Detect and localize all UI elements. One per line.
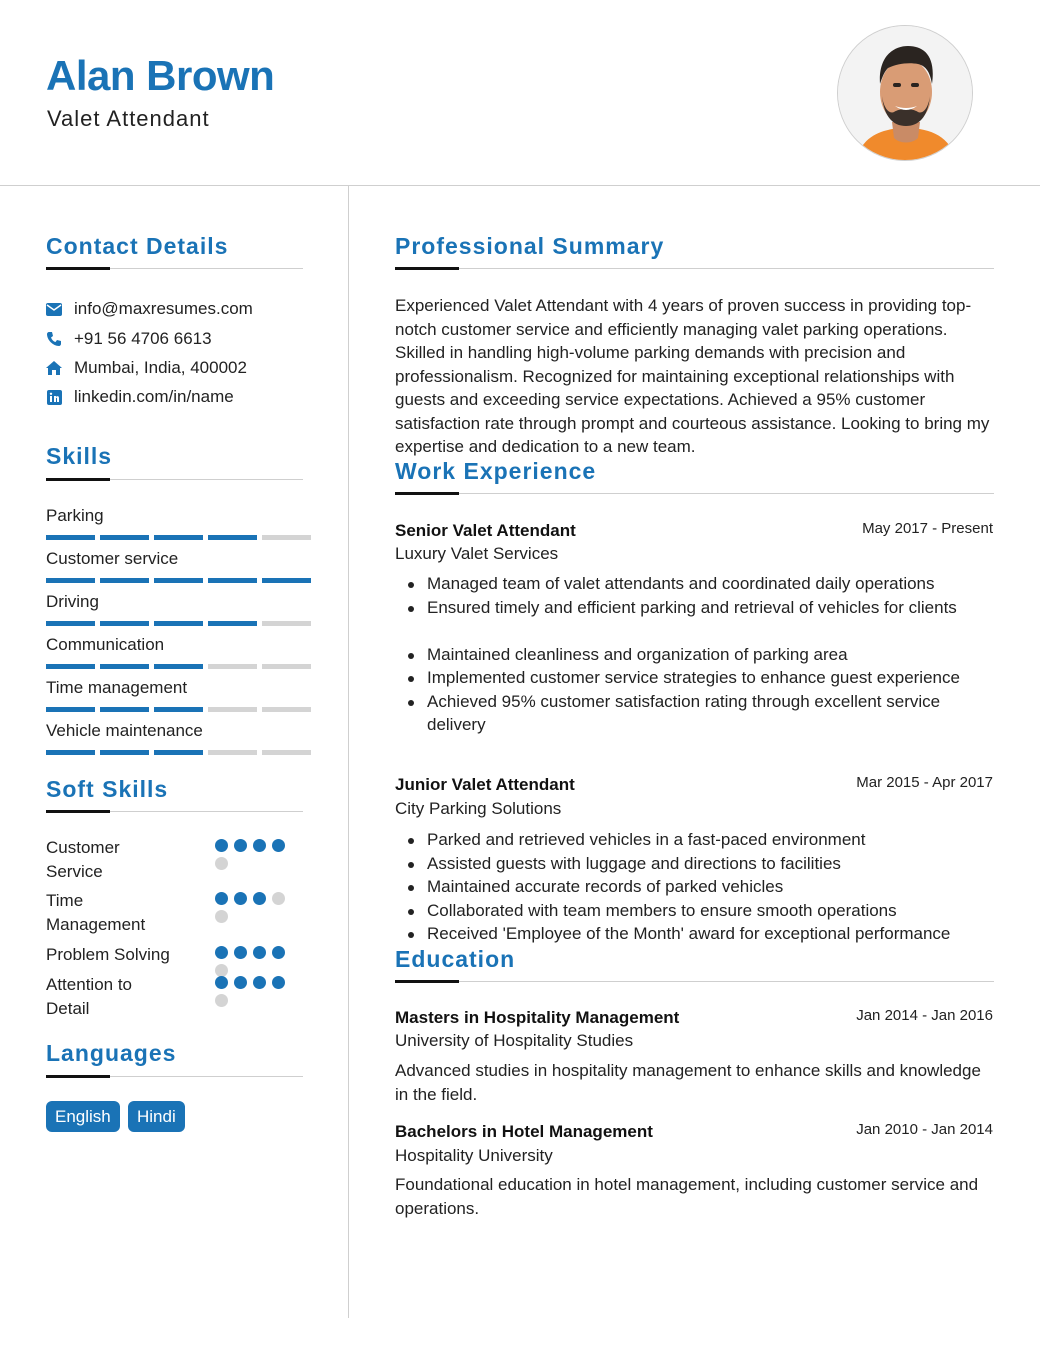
skill-level-segment xyxy=(100,707,149,712)
soft-skill-rating xyxy=(215,839,295,870)
summary-section-title: Professional Summary xyxy=(395,233,665,259)
contact-section-title: Contact Details xyxy=(46,233,229,259)
rating-dot xyxy=(272,892,285,905)
list-item: Parked and retrieved vehicles in a fast-paced environment xyxy=(405,828,1000,852)
skill-level-segment xyxy=(100,578,149,583)
rating-dot xyxy=(272,976,285,989)
contact-phone xyxy=(46,328,212,350)
skill-level-segment xyxy=(46,707,95,712)
rating-dot xyxy=(234,839,247,852)
rating-dot xyxy=(272,839,285,852)
soft-skill-name: Customer Service xyxy=(46,838,120,881)
skills-section-rule xyxy=(46,479,303,480)
skill-name: Time management xyxy=(46,678,188,697)
skill-level-segment xyxy=(262,750,311,755)
rating-dot xyxy=(215,976,228,989)
skill-level-segment xyxy=(208,578,257,583)
skill-level-bar xyxy=(46,664,311,669)
summary-text: Experienced Valet Attendant with 4 years of proven success in providing top-notch customer service and efficiently managing valet parking operations. Skilled in handling high-volume parking demands with precision and professionalism. Recognized for maintaining exceptional relationships with guests and exceeding service expectations. Achieved a 95% customer satisfaction rate through prompt and courteous assistance. Looking to bring my expertise and dedication to a new team. xyxy=(395,296,990,456)
list-item: Maintained cleanliness and organization of parking area xyxy=(405,643,1000,667)
skill-level-bar xyxy=(46,621,311,626)
skill-level-segment xyxy=(100,621,149,626)
experience-section-title: Work Experience xyxy=(395,458,597,484)
email-text: info@maxresumes.com xyxy=(74,299,253,318)
rating-dot xyxy=(253,976,266,989)
skill-level-segment xyxy=(46,664,95,669)
rating-dot xyxy=(215,839,228,852)
job-company: Luxury Valet Services xyxy=(395,544,559,563)
home-icon xyxy=(46,360,62,376)
skill-level-segment xyxy=(208,664,257,669)
rating-dot xyxy=(253,946,266,959)
job-dates: Mar 2015 - Apr 2017 xyxy=(856,774,993,791)
job-company: City Parking Solutions xyxy=(395,799,562,818)
contact-section-rule xyxy=(46,268,303,269)
skill-level-segment xyxy=(208,707,257,712)
rating-dot xyxy=(253,892,266,905)
soft-skill-name: Problem Solving xyxy=(46,945,170,964)
skill-level-segment xyxy=(100,750,149,755)
list-item: Collaborated with team members to ensure smooth operations xyxy=(405,899,1000,923)
skill-level-segment xyxy=(46,578,95,583)
skill-level-segment xyxy=(100,664,149,669)
soft-skill-name: Attention to Detail xyxy=(46,975,133,1018)
list-item: Received 'Employee of the Month' award for exceptional performance xyxy=(405,922,1000,946)
degree-dates: Jan 2014 - Jan 2016 xyxy=(856,1007,993,1024)
education-section-rule xyxy=(395,981,994,982)
candidate-name: Alan Brown xyxy=(46,52,275,99)
rating-dot xyxy=(234,976,247,989)
skill-name: Parking xyxy=(46,506,104,525)
list-item: Ensured timely and efficient parking and retrieval of vehicles for clients xyxy=(405,596,1000,620)
degree-dates: Jan 2010 - Jan 2014 xyxy=(856,1121,993,1138)
skill-level-bar xyxy=(46,578,311,583)
column-divider xyxy=(348,186,349,1318)
skill-name: Communication xyxy=(46,635,165,654)
rating-dot xyxy=(215,994,228,1007)
soft-skill-rating xyxy=(215,946,295,977)
skill-level-segment xyxy=(208,535,257,540)
skill-level-segment xyxy=(154,535,203,540)
skill-level-segment xyxy=(46,750,95,755)
skill-name: Driving xyxy=(46,592,99,611)
skill-level-segment xyxy=(208,621,257,626)
rating-dot xyxy=(272,946,285,959)
skill-level-segment xyxy=(262,578,311,583)
education-section-title: Education xyxy=(395,946,516,972)
linkedin-icon xyxy=(46,389,62,405)
rating-dot xyxy=(253,839,266,852)
linkedin-text: linkedin.com/in/name xyxy=(74,387,234,406)
soft-skill-rating xyxy=(215,976,295,1007)
contact-linkedin xyxy=(46,386,234,408)
language-badge-hindi: Hindi xyxy=(128,1101,185,1132)
resume-header xyxy=(0,0,1040,186)
degree-description: Advanced studies in hospitality management to enhance skills and knowledge in the field. xyxy=(395,1061,981,1104)
envelope-icon xyxy=(46,301,62,317)
job-dates: May 2017 - Present xyxy=(862,520,993,537)
skill-name: Vehicle maintenance xyxy=(46,721,203,740)
skill-level-segment xyxy=(208,750,257,755)
degree-title: Masters in Hospitality Management xyxy=(395,1008,680,1027)
list-item: Achieved 95% customer satisfaction rating through excellent service delivery xyxy=(405,690,1000,737)
skill-level-segment xyxy=(262,621,311,626)
skill-name: Customer service xyxy=(46,549,179,568)
skill-level-bar xyxy=(46,707,311,712)
school-name: Hospitality University xyxy=(395,1146,553,1165)
skill-level-segment xyxy=(262,664,311,669)
summary-section-rule xyxy=(395,268,994,269)
skill-level-bar xyxy=(46,750,311,755)
rating-dot xyxy=(234,946,247,959)
skill-level-segment xyxy=(262,707,311,712)
skill-level-segment xyxy=(154,578,203,583)
address-text: Mumbai, India, 400002 xyxy=(74,358,247,377)
skill-level-segment xyxy=(46,535,95,540)
soft-skill-rating xyxy=(215,892,295,923)
job-title: Junior Valet Attendant xyxy=(395,775,575,794)
skill-level-segment xyxy=(154,621,203,626)
soft-skill-name: Time Management xyxy=(46,891,146,934)
experience-section-rule xyxy=(395,493,994,494)
skill-level-segment xyxy=(154,707,203,712)
languages-section-rule xyxy=(46,1076,303,1077)
skill-level-segment xyxy=(154,750,203,755)
list-item: Assisted guests with luggage and directions to facilities xyxy=(405,852,1000,876)
rating-dot xyxy=(215,892,228,905)
rating-dot xyxy=(215,910,228,923)
rating-dot xyxy=(234,892,247,905)
rating-dot xyxy=(215,946,228,959)
job-title: Senior Valet Attendant xyxy=(395,521,576,540)
school-name: University of Hospitality Studies xyxy=(395,1031,634,1050)
job-bullets xyxy=(405,828,1000,946)
list-item: Maintained accurate records of parked vehicles xyxy=(405,875,1000,899)
soft-skills-section-title: Soft Skills xyxy=(46,776,169,802)
profile-photo xyxy=(837,25,973,161)
contact-email xyxy=(46,298,253,320)
skill-level-segment xyxy=(46,621,95,626)
skills-section-title: Skills xyxy=(46,443,113,469)
list-item: Managed team of valet attendants and coordinated daily operations xyxy=(405,572,1000,596)
list-item: Implemented customer service strategies to enhance guest experience xyxy=(405,666,1000,690)
languages-section-title: Languages xyxy=(46,1040,177,1066)
contact-address xyxy=(46,357,247,379)
degree-description: Foundational education in hotel management, including customer service and operations. xyxy=(395,1175,979,1218)
phone-icon xyxy=(46,331,62,347)
language-badge-english: English xyxy=(46,1101,120,1132)
candidate-title: Valet Attendant xyxy=(47,106,210,131)
rating-dot xyxy=(215,857,228,870)
skill-level-segment xyxy=(262,535,311,540)
soft-skills-section-rule xyxy=(46,811,303,812)
phone-text: +91 56 4706 6613 xyxy=(74,329,212,348)
skill-level-segment xyxy=(154,664,203,669)
skill-level-bar xyxy=(46,535,311,540)
job-bullets xyxy=(405,572,1000,737)
degree-title: Bachelors in Hotel Management xyxy=(395,1122,653,1141)
skill-level-segment xyxy=(100,535,149,540)
